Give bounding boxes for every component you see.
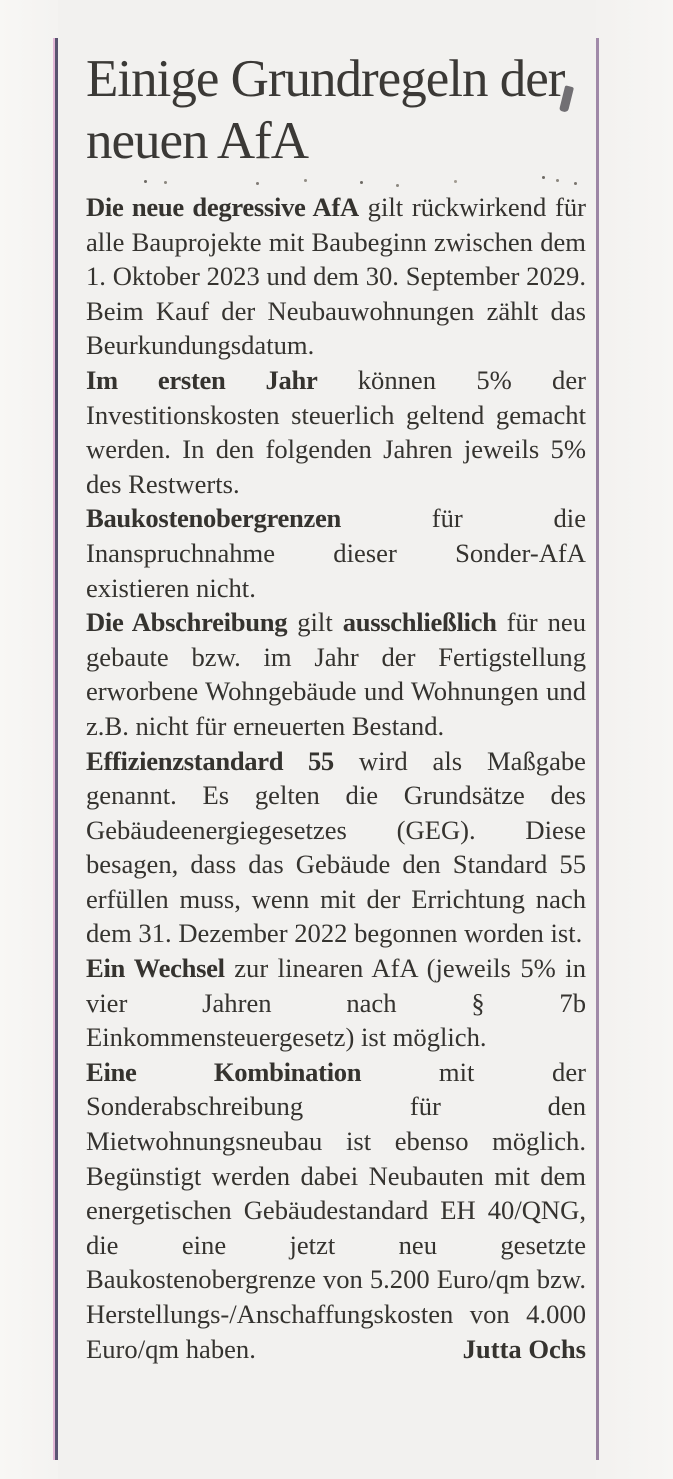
paragraph [86,744,586,952]
column-rule-right [596,38,599,1460]
column-rule-left [55,38,58,1460]
paragraph-text: für die Inanspruchnahme dieser Sonder-AfA existieren nicht. [86,503,586,603]
paragraph-lead: Effizienzstandard 55 [86,745,334,776]
article-body [86,190,586,1366]
paragraph-text: gilt rückwirkend für alle Bauprojekte mit Baubeginn zwischen dem 1. Oktober 2023 und dem 30. September 2029. Beim Kauf der Neubauwohnungen zählt das Beurkundungsdatum. [86,192,586,361]
paragraph-text: zur linearen AfA (jeweils 5% in vier Jahren nach § 7b Einkommensteuergesetz) ist möglich. [86,953,586,1053]
paragraph-text: für neu gebaute bzw. im Jahr der Fertigstellung erworbene Wohngebäude und Wohnungen und z.B. nicht für erneuerten Bestand. [86,607,587,741]
paragraph-lead: ausschließlich [342,607,497,638]
paragraph [86,1055,586,1366]
paragraph [86,605,586,743]
paragraph-text: wird als Maßgabe genannt. Es gelten die Grundsätze des Gebäudeenergiegesetzes (GEG). Diese besagen, dass das Gebäude den Standard 55 erfüllen muss, wenn mit der Errichtung nach dem 31. Dezember 2022 begonnen worden ist. [86,745,586,949]
paragraph-text: mit der Sonderabschreibung für den Mietwohnungsneubau ist ebenso möglich. Begünstigt werden dabei Neubauten mit dem energetischen Gebäudestandard EH 40/QNG, die eine jetzt neu gesetzte Baukostenobergrenze von 5.200 Euro/qm bzw. Herstellungs-/Anschaffungskosten von 4.000 Euro/qm haben. [86,1056,586,1364]
paragraph-text: können 5% der Investitionskosten steuerlich geltend gemacht werden. In den folgenden Jahren jeweils 5% des Restwerts. [86,364,587,499]
paragraph [86,190,586,363]
author-byline: Jutta Ochs [462,1333,586,1364]
paragraph-lead: Die Abschreibung [86,607,288,638]
paragraph [86,951,586,1055]
paragraph [86,363,586,501]
paragraph-lead: Im ersten Jahr [86,364,318,395]
newspaper-article [86,48,586,1366]
paragraph-lead: Eine Kombination [86,1056,362,1087]
article-headline: Einige Grundregeln der neuen AfA [86,50,565,170]
paragraph-lead: Die neue degressive AfA [86,192,359,222]
paragraph-lead: Baukostenobergrenzen [86,503,342,534]
paragraph-text: gilt [287,607,343,638]
scan-speckles [86,172,586,190]
paragraph [86,501,586,605]
paragraph-lead: Ein Wechsel [86,953,225,984]
